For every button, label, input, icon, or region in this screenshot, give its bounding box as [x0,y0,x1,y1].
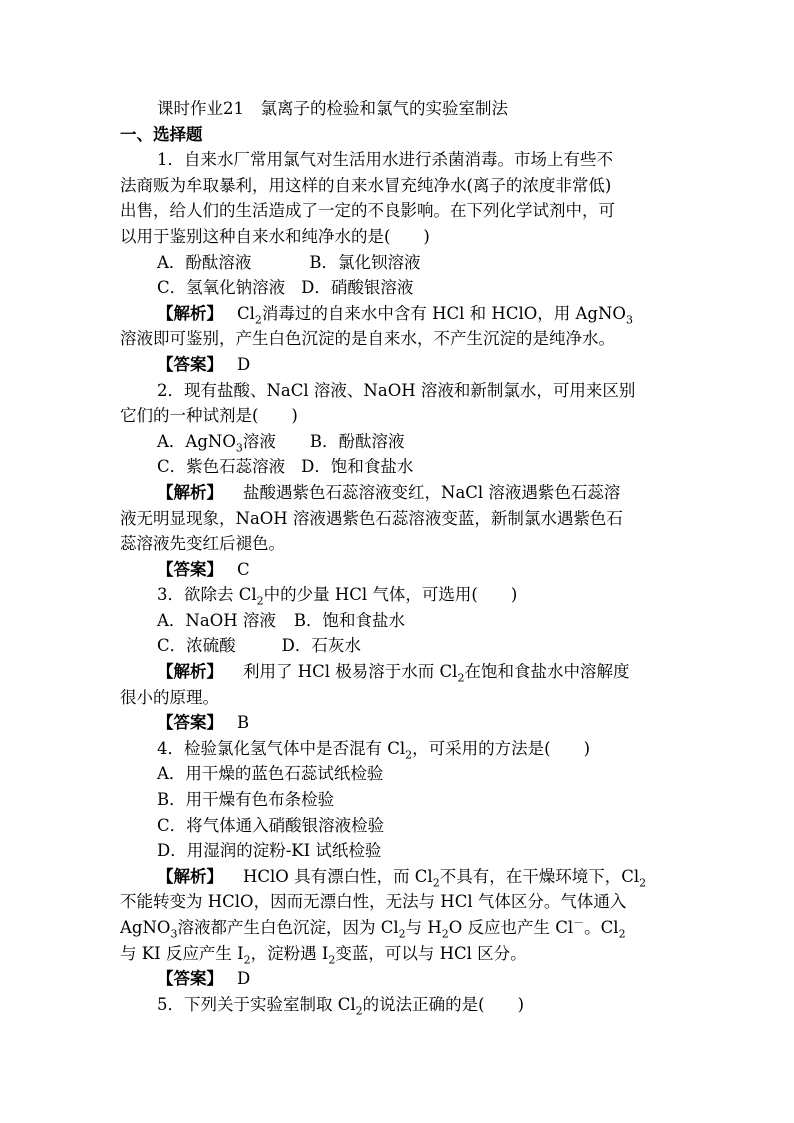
q3-answer-value: B [237,713,250,733]
q4-analysis-line-4: 与 KI 反应产生 $I_2$，淀粉遇 $I_2$变蓝，可以与 HCl 区分。 [120,943,527,966]
section-heading: 一、选择题 [120,124,203,144]
q1-option-a: A．酚酞溶液 [157,252,252,272]
analysis-label: 【解析】 [157,303,223,323]
analysis-label: 【解析】 [157,662,223,682]
q3-answer [120,710,680,736]
q4-option-a: A．用干燥的蓝色石蕊试纸检验 [157,764,384,784]
q1-option-d: D．硝酸银溶液 [301,278,414,298]
q1-options-row-1 [120,250,680,276]
q1-stem-line-1: 1．自来水厂常用氯气对生活用水进行杀菌消毒。市场上有些不 [157,150,613,170]
q2-option-c: C．紫色石蕊溶液 [157,457,286,477]
q1-options-row-2 [120,275,680,301]
q1-answer-value: D [237,354,251,374]
q3-analysis-line-2: 很小的原理。 [120,687,219,707]
q2-option-d: D．饱和食盐水 [301,457,414,477]
answer-label: 【答案】 [157,559,223,579]
q3-option-b: B．饱和食盐水 [293,610,405,630]
q3-option-a: A．NaOH 溶液 [157,610,276,630]
q4-option-c: C．将气体通入硝酸银溶液检验 [157,815,385,835]
q1-option-b: B．氯化钡溶液 [309,252,421,272]
q3-stem-line-1: 3．欲除去 $Cl_2$中的少量 HCl 气体，可选用( ) [157,585,518,608]
q2-stem-line-1: 2．现有盐酸、NaCl 溶液、NaOH 溶液和新制氯水，可用来区别 [157,380,636,400]
q1-answer [120,352,680,378]
q2-analysis-line-3: 蕊溶液先变红后褪色。 [120,534,285,554]
q5-stem-line-1: 5．下列关于实验室制取 $Cl_2$的说法正确的是( ) [157,994,525,1018]
q1-stem-line-2: 法商贩为牟取暴利，用这样的自来水冒充纯净水(离子的浓度非常低) [120,175,612,195]
q1-stem-line-4: 以用于鉴别这种自来水和纯净水的是( ) [120,226,430,246]
q1-stem-line-3: 出售，给人们的生活造成了一定的不良影响。在下列化学试剂中，可 [120,201,615,221]
q3-option-d: D．石灰水 [281,636,361,656]
q2-analysis-line-1: 【解析】 盐酸遇紫色石蕊溶液变红，NaCl 溶液遇紫色石蕊溶 [157,482,621,502]
q4-option-d: D．用湿润的淀粉-KI 试纸检验 [157,841,382,861]
q1-option-c: C．氢氧化钠溶液 [157,278,286,298]
analysis-label: 【解析】 [157,866,223,886]
q4-answer [120,966,680,992]
q3-options-row-2 [120,633,680,659]
page-title: 课时作业21 氯离子的检验和氯气的实验室制法 [157,99,508,118]
analysis-label: 【解析】 [157,482,223,502]
q4-analysis-line-1: 【解析】 HClO 具有漂白性，而 $Cl_2$不具有，在干燥环境下，$Cl_2$ [157,866,647,890]
q3-option-c: C．浓硫酸 [157,636,236,656]
q2-answer [120,557,680,583]
q3-analysis-line-1: 【解析】 利用了 HCl 极易溶于水而 $Cl_2$在饱和食盐水中溶解度 [157,662,630,685]
q4-analysis-line-2: 不能转变为 HClO，因而无漂白性，无法与 HCl 气体区分。气体通入 [120,892,627,912]
q4-stem-line-1: 4．检验氯化氢气体中是否混有 $Cl_2$，可采用的方法是( ) [157,738,591,762]
q2-answer-value: C [237,559,250,579]
q2-options-row-1 [120,429,680,455]
q1-analysis-line-1: 【解析】 $Cl_2$消毒过的自来水中含有 HCl 和 HClO，用 AgNO$_3$ [157,303,633,327]
q2-option-b: B．酚酞溶液 [309,431,405,451]
q2-stem-line-2: 它们的一种试剂是( ) [120,406,298,426]
answer-label: 【答案】 [157,354,223,374]
document-page [120,96,680,1017]
q2-option-a: A．AgNO$_3$溶液 [157,431,276,455]
q4-answer-value: D [237,969,251,989]
answer-label: 【答案】 [157,713,223,733]
q2-analysis-line-2: 液无明显现象，NaOH 溶液遇紫色石蕊溶液变蓝，新制氯水遇紫色石 [120,508,623,528]
q4-option-b: B．用干燥有色布条检验 [157,790,335,810]
q1-analysis-line-2: 溶液即可鉴别，产生白色沉淀的是自来水，不产生沉淀的是纯净水。 [120,329,615,349]
q4-analysis-line-3: AgNO$_3$溶液都产生白色沉淀，因为 $Cl_2$与 $H_2O$ 反应也产生 Cl－。$Cl_2$ [120,916,626,941]
q2-options-row-2 [120,454,680,480]
answer-label: 【答案】 [157,969,223,989]
q3-options-row-1 [120,608,680,634]
